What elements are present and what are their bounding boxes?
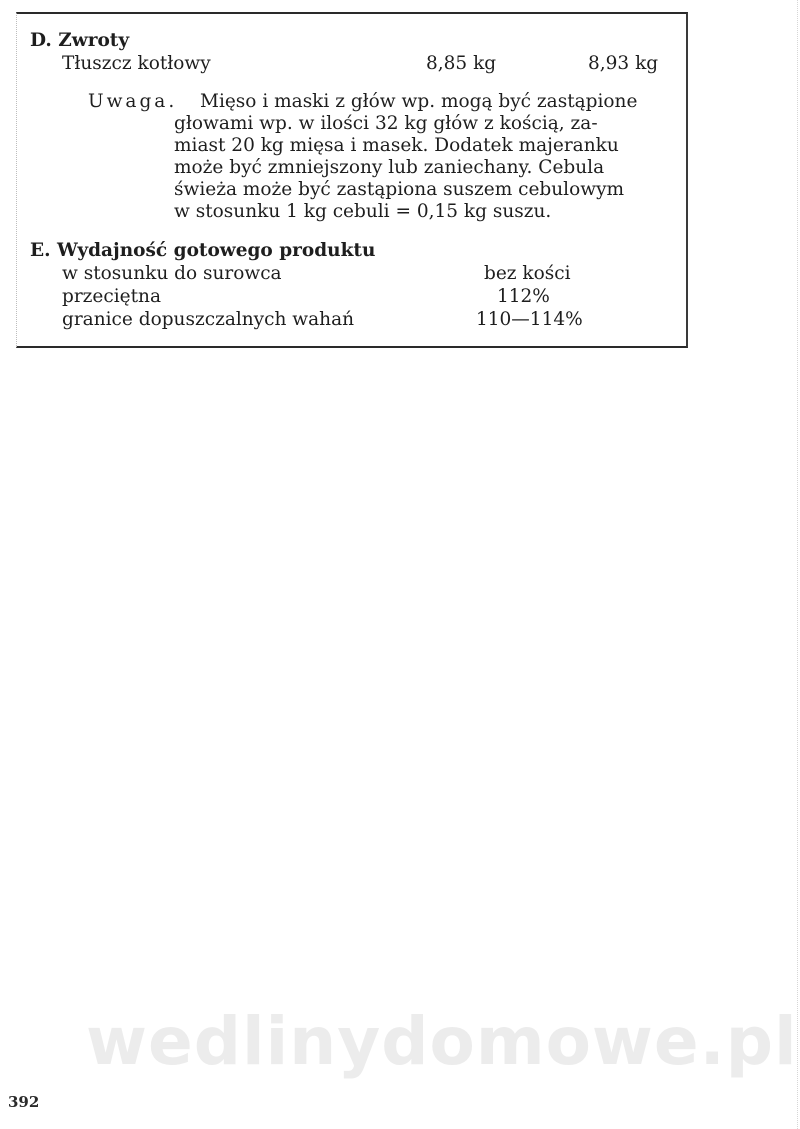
yield-row-value: bez kości — [484, 263, 571, 284]
tluszcz-value-2: 8,93 kg — [588, 53, 659, 74]
yield-row-value: 110—114% — [476, 309, 583, 330]
section-d-heading: D. Zwroty — [30, 30, 130, 51]
section-e-heading: E. Wydajność gotowego produktu — [30, 240, 376, 261]
yield-row-value: 112% — [497, 286, 550, 307]
note-line: głowami wp. w ilości 32 kg głów z kością, za- — [174, 113, 598, 134]
watermark: wedlinydomowe.pl — [86, 1003, 798, 1080]
page-number: 392 — [8, 1093, 40, 1111]
note-line: świeża może być zastąpiona suszem cebulowym — [174, 179, 625, 200]
note-line: w stosunku 1 kg cebuli = 0,15 kg suszu. — [174, 201, 552, 222]
yield-row-label: granice dopuszczalnych wahań — [62, 309, 355, 330]
yield-row-label: przeciętna — [62, 286, 161, 307]
note-line: może być zmniejszony lub zaniechany. Cebula — [174, 157, 605, 178]
note-line: Mięso i maski z głów wp. mogą być zastąpione — [200, 91, 638, 112]
tluszcz-label: Tłuszcz kotłowy — [62, 53, 211, 74]
yield-row-label: w stosunku do surowca — [62, 263, 282, 284]
note-prefix: Uwaga. — [88, 91, 178, 112]
tluszcz-value-1: 8,85 kg — [426, 53, 497, 74]
note-line: miast 20 kg mięsa i masek. Dodatek majeranku — [174, 135, 619, 156]
page-edge — [796, 0, 798, 1129]
